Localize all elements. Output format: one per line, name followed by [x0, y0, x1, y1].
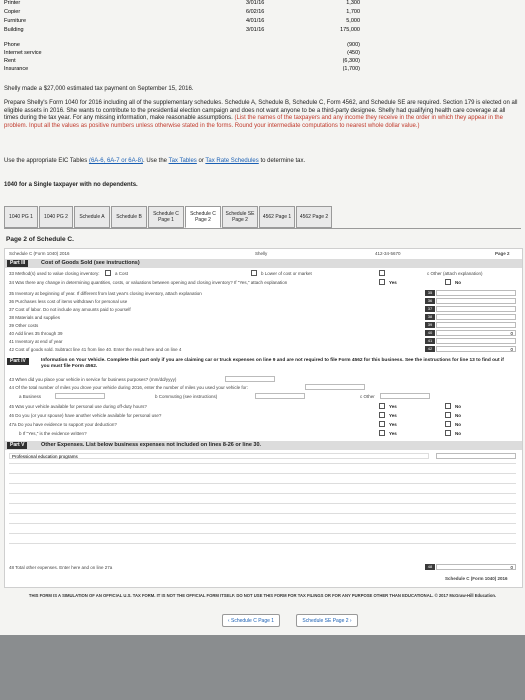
asset-label: Printer [4, 0, 21, 6]
line-34-no-label: No [455, 280, 461, 285]
problem-instructions: Prepare Shelly's Form 1040 for 2016 including all of the supplementary schedules. Schedule A, Schedule B, Schedule C, Form 4562, and Schedule SE are required. Section 179 is elected on all eligible assets in 2016. She wants to contribute to the presidential election campaign and does not want anyone to be a third-party designee. Shelly had qualifying health care coverage at all times during the tax year. For any missing information, make reasonable assumptions. [4, 100, 518, 121]
line-35-input[interactable] [436, 290, 516, 296]
line-40-label: 40 Add lines 35 through 39 [9, 331, 63, 336]
line-38-number: 38 [425, 314, 435, 320]
line-36-label: 36 Purchases less cost of items withdrawn for personal use [9, 299, 128, 304]
asset-amount: 1,300 [346, 0, 360, 6]
lower-cost-market-checkbox[interactable] [251, 270, 257, 276]
line-47a-no-label: No [455, 422, 461, 427]
line-36-number: 36 [425, 298, 435, 304]
line-40-number: 40 [425, 330, 435, 336]
line-41-label: 41 Inventory at end of year [9, 339, 63, 344]
line-47a-no-checkbox[interactable] [445, 421, 451, 427]
line-45-label: 45 Was your vehicle available for personal use during off-duty hours? [9, 404, 147, 409]
expense-row-rule [9, 513, 516, 514]
line-34-no-checkbox[interactable] [445, 279, 451, 285]
other-expense-amount-1[interactable] [436, 453, 516, 459]
asset-label: Copier [4, 9, 21, 15]
line-41-input[interactable] [436, 338, 516, 344]
asset-date: 3/01/16 [246, 0, 265, 6]
tab-schedule-a[interactable]: Schedule A [74, 206, 110, 228]
line-47a-yes-checkbox[interactable] [379, 421, 385, 427]
page-label: Page 2 of Schedule C. [6, 236, 74, 243]
expense-amount: (450) [347, 50, 360, 56]
asset-row [0, 27, 360, 36]
expense-label: Rent [4, 58, 16, 64]
problem-statement [4, 100, 519, 130]
line-47b-no-label: No [455, 431, 461, 436]
line-47b-label: b If "Yes," is the evidence written? [19, 431, 87, 436]
line-46-yes-label: Yes [389, 413, 397, 418]
line-48-value: 0 [436, 564, 516, 570]
expense-row-rule [9, 523, 516, 524]
expense-row-rule [9, 473, 516, 474]
line-46-no-checkbox[interactable] [445, 412, 451, 418]
line-34-yes-checkbox[interactable] [379, 279, 385, 285]
expense-row-rule [9, 503, 516, 504]
page-number: Page 2 [495, 251, 510, 256]
form-reference: Schedule C (Form 1040) 2016 [9, 251, 70, 256]
tables-instruction-prefix: Use the appropriate EIC Tables [4, 158, 88, 164]
asset-amount: 5,000 [346, 18, 360, 24]
line-44c-label: c Other [360, 394, 375, 399]
line-42-value: 0 [436, 346, 516, 352]
line-44a-label: a Business [19, 394, 42, 399]
line-33-label: 33 Method(s) used to value closing inventory: [9, 271, 100, 276]
part-iv-tag: Part IV [7, 358, 29, 365]
other-expense-description-1[interactable]: Professional education programs [9, 453, 429, 459]
eic-tables-link[interactable]: (6A-6, 6A-7 or 6A-8) [88, 158, 143, 164]
asset-label: Furniture [4, 18, 27, 24]
asset-amount: 1,700 [346, 9, 360, 15]
asset-date: 3/01/16 [246, 27, 265, 33]
line-40-value: 0 [436, 330, 516, 336]
tables-instruction-mid: . Use the [142, 158, 167, 164]
tab-schedule-se-page2[interactable]: Schedule SE Page 2 [222, 206, 258, 228]
line-46-no-label: No [455, 413, 461, 418]
line-44-miles-input[interactable] [305, 384, 365, 390]
line-43-label: 43 When did you place your vehicle in service for business purposes? (mm/dd/yyyy) [9, 377, 177, 382]
line-39-input[interactable] [436, 322, 516, 328]
line-41-number: 41 [425, 338, 435, 344]
tab-4562-page2[interactable]: 4562 Page 2 [296, 206, 332, 228]
line-45-yes-checkbox[interactable] [379, 403, 385, 409]
next-schedule-label: Schedule SE Page 2 [302, 617, 349, 624]
line-44a-input[interactable] [55, 393, 105, 399]
expense-amount: (6,300) [342, 58, 360, 64]
taxpayer-ssn: 412-34-5670 [375, 251, 401, 256]
tab-4562-page1[interactable]: 4562 Page 1 [259, 206, 295, 228]
expense-row-rule [9, 483, 516, 484]
part-v-title: Other Expenses. List below business expenses not included on lines 8-26 or line 30. [41, 442, 262, 448]
line-37-number: 37 [425, 306, 435, 312]
tax-tables-link[interactable]: Tax Tables [168, 158, 197, 164]
chevron-left-icon: ‹ [227, 617, 231, 624]
tab-schedule-c-page2[interactable]: Schedule C Page 2 [185, 206, 221, 228]
expense-label: Internet service [4, 50, 42, 56]
other-method-checkbox[interactable] [379, 270, 385, 276]
asset-row [0, 18, 360, 27]
taxpayer-name: Shelly [255, 251, 268, 256]
expense-row-rule [9, 543, 516, 544]
chevron-right-icon: › [348, 617, 352, 624]
line-38-label: 38 Materials and supplies [9, 315, 61, 320]
line-38-input[interactable] [436, 314, 516, 320]
expense-amount: (1,700) [342, 66, 360, 72]
tax-rate-schedules-link[interactable]: Tax Rate Schedules [205, 158, 259, 164]
asset-row [0, 9, 360, 18]
line-35-label: 35 Inventory at beginning of year. If different from last year's closing inventory, attach explanation [9, 291, 202, 296]
tables-instruction-suffix: to determine tax. [260, 158, 306, 164]
line-39-label: 39 Other costs [9, 323, 39, 328]
bottom-form-reference: Schedule C (Form 1040) 2016 [445, 576, 508, 581]
line-36-input[interactable] [436, 298, 516, 304]
line-34-yes-label: Yes [389, 280, 397, 285]
expense-row-rule [9, 533, 516, 534]
expense-row-rule [9, 463, 516, 464]
part-iii-tag: Part III [7, 260, 28, 267]
line-42-number: 42 [425, 346, 435, 352]
part-iii-header [5, 259, 522, 268]
expense-row [0, 42, 360, 50]
prev-schedule-button[interactable] [222, 614, 280, 627]
line-45-yes-label: Yes [389, 404, 397, 409]
asset-date: 4/01/16 [246, 18, 265, 24]
line-39-number: 39 [425, 322, 435, 328]
problem-note: (List the names of the taxpayers and any income they receive in the order in which they appear in the problem. Input all the values as positive numbers unless otherwise stated in the forms. Round your intermediate computations to nearest whole dollar value.) [4, 115, 503, 129]
tables-instruction-or: or [198, 158, 204, 164]
line-34-label: 34 Was there any change in determining quantities, costs, or valuations between opening and closing inventory? If "Yes," attach explanation [9, 280, 288, 285]
line-47b-no-checkbox[interactable] [445, 430, 451, 436]
next-schedule-button[interactable] [296, 614, 358, 627]
expense-row [0, 66, 360, 74]
expense-label: Insurance [4, 66, 29, 72]
line-47b-yes-label: Yes [389, 431, 397, 436]
tab-1040-pg2[interactable]: 1040 PG 2 [39, 206, 73, 228]
estimated-payment-text: Shelly made a $27,000 estimated tax payment on September 15, 2016. [4, 86, 194, 92]
asset-row [0, 0, 360, 9]
asset-label: Building [4, 27, 24, 33]
tab-schedule-c-page1[interactable]: Schedule C Page 1 [148, 206, 184, 228]
asset-amount: 175,000 [340, 27, 360, 33]
line-44c-input[interactable] [380, 393, 430, 399]
line-48-number: 48 [425, 564, 435, 570]
line-47b-yes-checkbox[interactable] [379, 430, 385, 436]
cost-checkbox[interactable] [105, 270, 111, 276]
option-cost-label: a Cost [115, 271, 129, 276]
part-iv-title: Information on Your Vehicle. Complete this part only if you are claiming car or truck expenses on line 9 and are not required to file Form 4562 for this business. See the instructions for line 13 to find out if you must file Form 4562. [41, 358, 504, 369]
part-iv-header [5, 357, 522, 373]
line-37-label: 37 Cost of labor. Do not include any amounts paid to yourself [9, 307, 131, 312]
line-37-input[interactable] [436, 306, 516, 312]
expense-label: Phone [4, 42, 20, 48]
line-42-label: 42 Cost of goods sold. Subtract line 41 from line 40. Enter the result here and on line 4 [9, 347, 182, 352]
schedule-c-page2-form [4, 248, 523, 588]
option-other-label: c Other (attach explanation) [427, 271, 483, 276]
tab-1040-pg1[interactable]: 1040 PG 1 [4, 206, 38, 228]
line-44-label: 44 Of the total number of miles you drove your vehicle during 2016, enter the number of miles you used your vehicle for: [9, 385, 248, 390]
line-45-no-checkbox[interactable] [445, 403, 451, 409]
tab-schedule-b[interactable]: Schedule B [111, 206, 147, 228]
part-iii-title: Cost of Goods Sold (see instructions) [41, 260, 140, 266]
part-v-tag: Part V [7, 442, 27, 449]
line-48-label: 48 Total other expenses. Enter here and on line 27a [9, 565, 113, 570]
asset-date: 6/02/16 [246, 9, 265, 15]
tables-instruction [4, 158, 519, 164]
line-46-yes-checkbox[interactable] [379, 412, 385, 418]
expense-row [0, 50, 360, 58]
expense-row-rule [9, 493, 516, 494]
line-44b-input[interactable] [255, 393, 305, 399]
line-47a-label: 47a Do you have evidence to support your deduction? [9, 422, 117, 427]
line-47a-yes-label: Yes [389, 422, 397, 427]
line-44b-label: b Commuting (see instructions) [155, 394, 218, 399]
line-46-label: 46 Do you (or your spouse) have another vehicle available for personal use? [9, 413, 162, 418]
line-45-no-label: No [455, 404, 461, 409]
expense-row [0, 58, 360, 66]
option-lower-label: b Lower of cost or market [261, 271, 312, 276]
line-43-date-input[interactable] [225, 376, 275, 382]
tab-divider [4, 228, 521, 229]
expense-amount: (900) [347, 42, 360, 48]
simulation-disclaimer: THIS FORM IS A SIMULATION OF AN OFFICIAL U.S. TAX FORM. IT IS NOT THE OFFICIAL FORM ITSELF. DO NOT USE THIS FORM FOR TAX FILINGS OR FOR ANY PURPOSE OTHER THAN EDUCATIONAL. © 2017 McGraw-Hill Education. [28, 593, 497, 598]
line-35-number: 35 [425, 290, 435, 296]
prev-schedule-label: Schedule C Page 1 [230, 617, 275, 624]
form-heading: 1040 for a Single taxpayer with no dependents. [4, 182, 138, 188]
part-v-header [5, 441, 522, 450]
